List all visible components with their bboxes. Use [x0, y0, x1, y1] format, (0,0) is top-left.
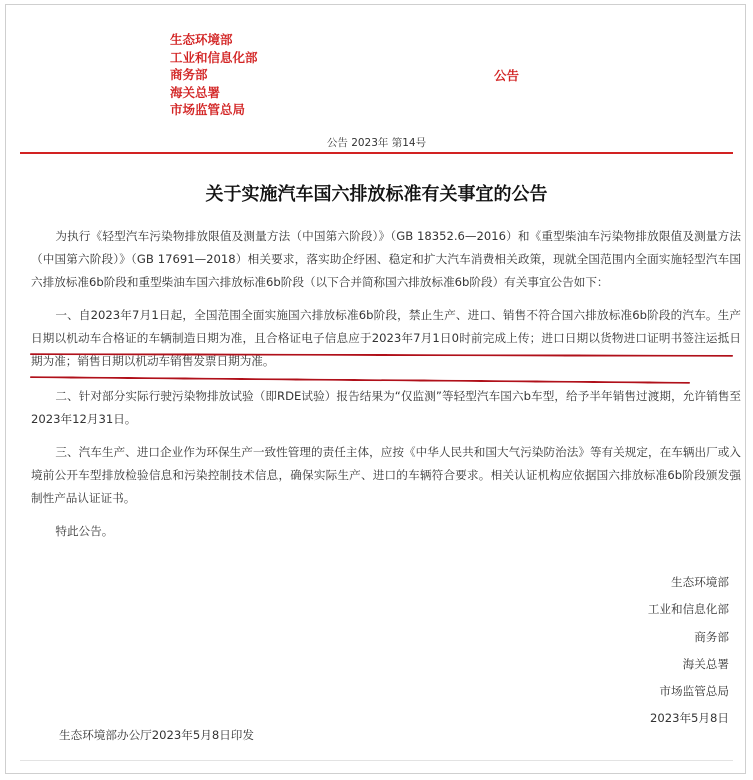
signatory-name: 生态环境部 — [671, 575, 729, 589]
signatory-name: 市场监管总局 — [659, 684, 729, 699]
header-divider — [20, 152, 733, 154]
body-paragraph: 为执行《轻型汽车污染物排放限值及测量方法（中国第六阶段）》（GB 18352.6—2016）和《重型柴油车污染物排放限值及测量方法（中国第六阶段）》（GB 17691—2018）相关要求，落实助企纾困、稳定和扩大汽车消费相关政策，现就全国范围内全面实施轻型汽车国六排放标准6b阶段和重型柴油车国六排放标准6b阶段（以下合并简称国六排放标准6b阶段）有关事宜公告如下： — [31, 229, 741, 289]
issuer-name: 市场监管总局 — [170, 102, 246, 118]
body-paragraph: 三、汽车生产、进口企业作为环保生产一致性管理的责任主体，应按《中华人民共和国大气污染防治法》等有关规定，在车辆出厂或入境前公开车型排放检验信息和污染控制技术信息，确保实际生产、进口的车辆符合要求。相关认证机构应依据国六排放标准6b阶段颁发强制性产品认证证书。 — [31, 445, 741, 505]
signatory-name: 工业和信息化部 — [647, 602, 729, 617]
issue-date: 2023年5月8日 — [649, 711, 729, 726]
issuer-name: 工业和信息化部 — [170, 49, 258, 65]
signature-block — [648, 569, 729, 733]
signatory-name: 商务部 — [694, 629, 729, 644]
page-title: 关于实施汽车国六排放标准有关事宜的公告 — [205, 184, 548, 205]
document-body — [31, 225, 741, 553]
body-paragraph: 特此公告。 — [55, 524, 114, 538]
signatory-name: 海关总署 — [682, 656, 729, 671]
announcement-label: 公告 — [494, 68, 520, 83]
body-paragraph: 一、自2023年7月1日起，全国范围全面实施国六排放标准6b阶段，禁止生产、进口、销售不符合国六排放标准6b阶段的汽车。生产日期以机动车合格证的车辆制造日期为准，且合格证电子信息应于2023年7月1日0时前完成上传；进口日期以货物进口证明书签注运抵日期为准；销售日期以机动车销售发票日期为准。 — [31, 308, 741, 368]
body-paragraph: 二、针对部分实际行驶污染物排放试验（即RDE试验）报告结果为“仅监测”等轻型汽车国六b车型，给予半年销售过渡期，允许销售至2023年12月31日。 — [31, 389, 741, 426]
issuer-name: 商务部 — [170, 67, 208, 83]
issuer-list — [170, 31, 258, 119]
print-note: 生态环境部办公厅2023年5月8日印发 — [59, 728, 254, 742]
footer-divider — [20, 760, 733, 761]
document-number: 公告 2023年 第14号 — [326, 137, 427, 149]
issuer-name: 生态环境部 — [170, 32, 233, 47]
issuer-name: 海关总署 — [170, 84, 221, 100]
